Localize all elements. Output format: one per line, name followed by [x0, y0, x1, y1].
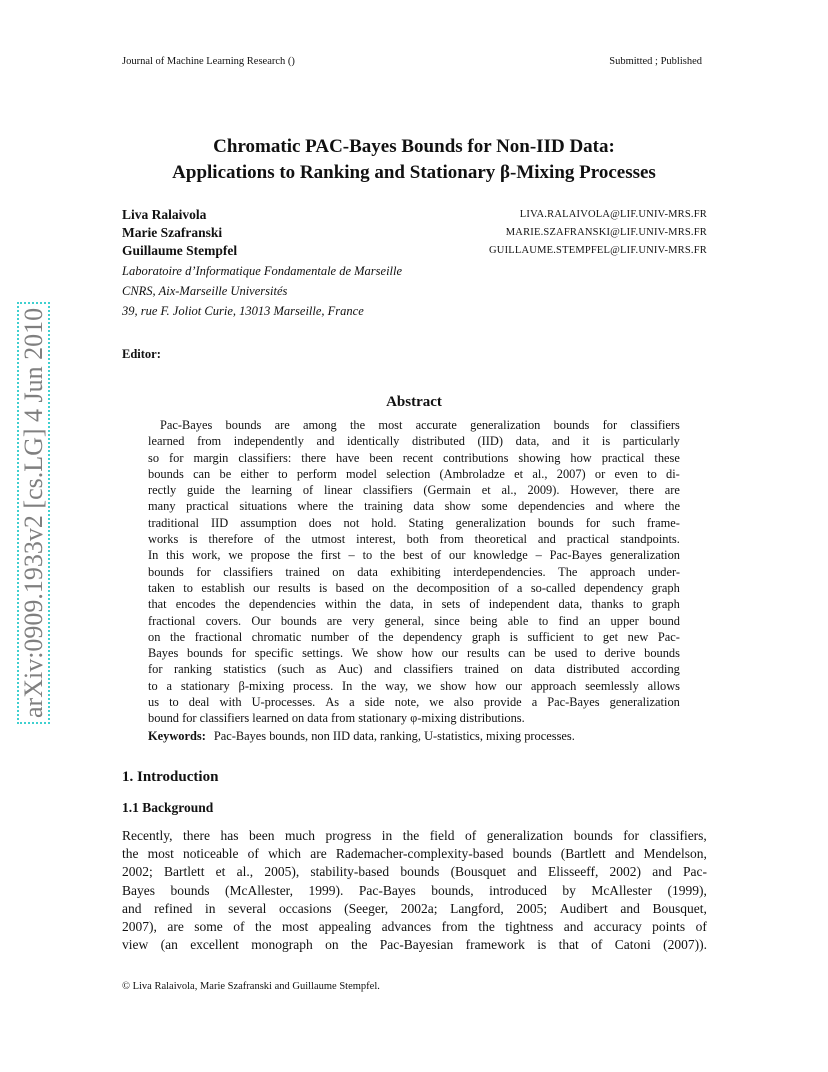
body-line: Bayes bounds (McAllester, 1999). Pac-Bayes bounds, introduced by McAllester (1999), — [122, 882, 707, 898]
author-email[interactable]: LIVA.RALAIVOLA@LIF.UNIV-MRS.FR — [519, 209, 707, 220]
abstract-line: so for margin classifiers: there have been recent contributions showing how practical these — [148, 450, 680, 465]
copyright-footer: © Liva Ralaivola, Marie Szafranski and Guillaume Stempfel. — [122, 981, 380, 992]
abstract-line: for ranking statistics (such as Auc) and classifiers trained on data distributed according — [148, 662, 680, 677]
abstract-line: Pac-Bayes bounds are among the most accurate generalization bounds for classifiers — [160, 418, 680, 432]
author-email[interactable]: MARIE.SZAFRANSKI@LIF.UNIV-MRS.FR — [505, 227, 707, 238]
submission-status: Submitted ; Published — [609, 56, 702, 67]
keywords — [148, 729, 575, 744]
journal-header: Journal of Machine Learning Research () — [122, 56, 295, 67]
abstract-line: to a stationary β-mixing process. In the way, we show how our approach seemlessly allows — [148, 678, 680, 693]
body-line: the most noticeable of which are Rademacher-complexity-based bounds (Bartlett and Mendelson, — [122, 846, 707, 862]
abstract-line: bounds for classifiers trained on data exhibiting interdependencies. The approach under- — [148, 564, 680, 579]
body-line: view (an excellent monograph on the Pac-Bayesian framework is that of Catoni (2007)). — [122, 937, 707, 953]
abstract-line: rectly guide the learning of linear classifiers (Germain et al., 2009). However, there are — [148, 483, 680, 498]
body-line: Recently, there has been much progress in the field of generalization bounds for classifiers, — [122, 828, 707, 843]
keywords-label: Keywords: — [148, 729, 206, 743]
author-name: Guillaume Stempfel — [122, 243, 238, 258]
abstract-line: us to deal with U-processes. As a side note, we also provide a Pac-Bayes generalization — [148, 695, 680, 710]
affiliation — [122, 261, 707, 321]
affiliation-line: CNRS, Aix-Marseille Universités — [122, 284, 288, 298]
abstract-line: fractional covers. Our bounds are very general, since being able to find an upper bound — [148, 613, 680, 628]
title-line-1: Chromatic PAC-Bayes Bounds for Non-IID Data: — [213, 136, 615, 157]
abstract-line: that encodes the dependencies within the data, in sets of independent data, thanks to graph — [148, 597, 680, 612]
title-line-2: Applications to Ranking and Stationary β-Mixing Processes — [172, 162, 656, 183]
body-line: and refined in several occasions (Seeger, 2002a; Langford, 2005; Audibert and Bousquet, — [122, 900, 707, 916]
section-heading: 1. Introduction — [122, 769, 219, 785]
author-name: Marie Szafranski — [122, 225, 223, 240]
abstract-line: on the fractional chromatic number of the dependency graph is sufficient to get new Pac- — [148, 629, 680, 644]
abstract-line: Bayes bounds for specific settings. We show how our results can be used to derive bounds — [148, 646, 680, 661]
abstract-heading: Abstract — [386, 394, 442, 410]
abstract-line: bounds can be either to perform model selection (Ambroladze et al., 2007) or even to di- — [148, 466, 680, 481]
author-block — [122, 207, 707, 321]
body-line: 2007), are some of the most appealing advances from the tightness and accuracy points of — [122, 919, 707, 935]
author-row — [122, 225, 707, 243]
editor-label: Editor: — [122, 347, 161, 361]
abstract-line: learned from independently and identically distributed (IID) data, and it is particularly — [148, 434, 680, 449]
arxiv-stamp[interactable]: arXiv:0909.1933v2 [cs.LG] 4 Jun 2010 — [17, 302, 50, 724]
author-email[interactable]: GUILLAUME.STEMPFEL@LIF.UNIV-MRS.FR — [489, 245, 707, 256]
abstract-line: traditional IID assumption does not hold. Stating generalization bounds for such frame- — [148, 515, 680, 530]
arxiv-stamp-container — [14, 284, 54, 724]
abstract-line: works is therefore of the utmost interest, both from theoretical and practical standpoints. — [148, 532, 680, 547]
abstract-line: many practical situations where the training data show some dependencies and where the — [148, 499, 680, 514]
paper-title — [0, 134, 828, 186]
abstract-line: taken to establish our results is based on the decomposition of a so-called dependency graph — [148, 580, 680, 595]
abstract-line: In this work, we propose the first – to the best of our knowledge – Pac-Bayes generalization — [148, 548, 680, 563]
subsection-heading: 1.1 Background — [122, 800, 214, 815]
affiliation-line: 39, rue F. Joliot Curie, 13013 Marseille, France — [122, 304, 364, 318]
affiliation-line: Laboratoire d’Informatique Fondamentale de Marseille — [122, 264, 403, 278]
author-row — [122, 207, 707, 225]
body-line: 2002; Bartlett et al., 2005), stability-based bounds (Bousquet and Elisseeff, 2002) and Pac- — [122, 864, 707, 880]
keywords-text: Pac-Bayes bounds, non IID data, ranking, U-statistics, mixing processes. — [213, 729, 575, 743]
abstract-line: bound for classifiers learned on data from stationary φ-mixing distributions. — [148, 711, 525, 726]
author-name: Liva Ralaivola — [122, 207, 207, 222]
abstract-body — [148, 417, 680, 727]
section-body — [122, 827, 707, 954]
author-row — [122, 243, 707, 261]
